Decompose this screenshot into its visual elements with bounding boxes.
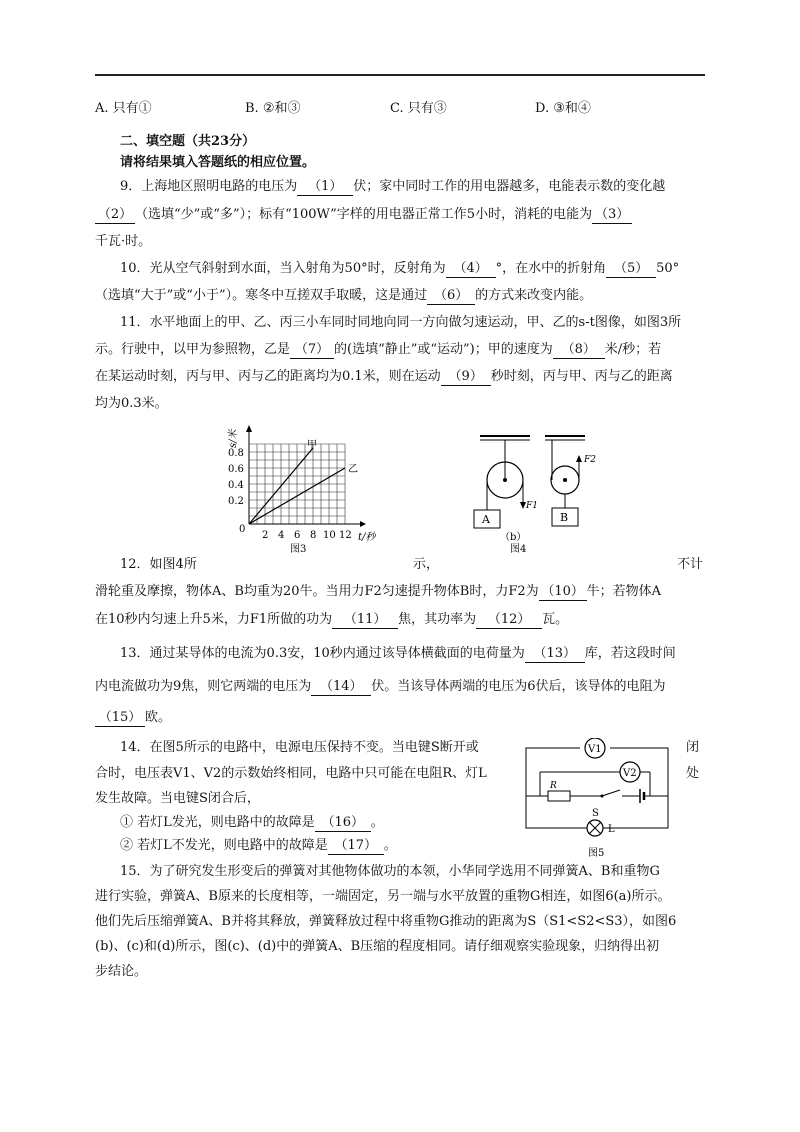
blank-7: （7） <box>290 342 334 359</box>
q14-line4: ① 若灯L发光，则电路中的故障是 （16） 。 <box>120 815 384 830</box>
q9-line1: 9．上海地区照明电路的电压为 （1） 伏；家中同时工作的用电器越多，电能表示数的变化越 <box>120 179 666 194</box>
q10-line1: 10．光从空气斜射到水面，当入射角为50°时，反射角为 （4） °，在水中的折射角 （5） 50° <box>120 261 680 276</box>
blank-4: （4） <box>446 261 496 278</box>
fig3-grid <box>249 444 345 524</box>
q15-line2: 进行实验，弹簧A、B原来的长度相等，一端固定，另一端与水平放置的重物G相连，如图6(a)所示。 <box>95 889 671 904</box>
option-a: A. 只有① <box>95 101 152 116</box>
q14-line5: ② 若灯L不发光，则电路中的故障是 （17） 。 <box>120 838 397 853</box>
q11-line2: 示。行驶中，以甲为参照物，乙是 （7） 的(选填“静止”或“运动”)；甲的速度为 （8） 米/秒；若 <box>95 342 662 357</box>
q11-line1: 11．水平地面上的甲、乙、丙三小车同时同地向同一方向做匀速运动，甲、乙的s-t图像，如图3所 <box>120 315 682 330</box>
option-b: B. ②和③ <box>245 101 301 116</box>
label-r: R <box>550 781 557 791</box>
q12-line3: 在10秒内匀速上升5米，力F1所做的功为 （11） 焦，其功率为 （12） 瓦。 <box>95 612 569 627</box>
fig3-xtick: 6 <box>294 530 301 541</box>
blank-2: （2） <box>95 207 135 224</box>
q11-line3: 在某运动时刻，丙与甲、丙与乙的距离均为0.1米，则在运动 （9） 秒时刻，丙与甲、丙与乙的距离 <box>95 369 673 384</box>
option-d: D. ③和④ <box>535 101 591 116</box>
q9-line3: 千瓦·时。 <box>95 234 152 249</box>
q14-line2-right: 处 <box>686 766 700 781</box>
figure-3-st-graph <box>220 420 395 560</box>
q15-line1: 15．为了研究发生形变后的弹簧对其他物体做功的本领，小华同学选用不同弹簧A、B和重物G <box>120 864 660 879</box>
q9-line2: （2） （选填“少”或“多”）；标有“100W”字样的用电器正常工作5小时，消耗的电能为 （3） <box>95 205 632 225</box>
blank-6: （6） <box>427 288 475 305</box>
q10-line2: （选填“大于”或“小于”）。寒冬中互搓双手取暖，这是通过 （6） 的方式来改变内能。 <box>95 288 593 303</box>
q14-line1: 14．在图5所示的电路中，电源电压保持不变。当电键S断开或 <box>120 740 479 755</box>
blank-14: （14） <box>311 679 371 696</box>
section-title: 二、填空题（共23分） <box>120 134 256 149</box>
q12-line1b: 示， <box>413 557 440 572</box>
label-v1: V1 <box>588 744 602 755</box>
fig3-ytick: 0.4 <box>228 480 244 491</box>
label-v2: V2 <box>623 768 637 779</box>
fig3-xtick: 8 <box>310 530 317 541</box>
fig3-label-yi: 乙 <box>348 464 358 475</box>
fig3-xlabel: t/秒 <box>358 532 376 543</box>
resistor-r <box>548 791 570 801</box>
q12-line1a: 12．如图4所 <box>120 557 197 572</box>
q13-line1: 13．通过某导体的电流为0.3安，10秒内通过该导体横截面的电荷量为 （13） 库，若这段时间 <box>120 646 676 661</box>
option-c: C. 只有③ <box>390 101 447 116</box>
q14-line2: 合时，电压表V1、V2的示数始终相同，电路中只可能在电阻R、灯L <box>95 766 487 781</box>
fig3-xtick: 4 <box>278 530 285 541</box>
fig3-y-arrow <box>246 425 252 432</box>
fig3-xtick: 2 <box>262 530 269 541</box>
blank-16: （16） <box>315 815 371 832</box>
q12-line2: 滑轮重及摩擦，物体A、B均重为20牛。当用力F2匀速提升物体B时，力F2为 （10） 牛；若物体A <box>95 584 662 599</box>
blank-9: （9） <box>441 369 491 386</box>
label-l: L <box>608 824 615 835</box>
fig3-ytick: 0.2 <box>228 496 244 507</box>
q15-line5: 步结论。 <box>95 964 148 979</box>
q14-line3: 发生故障。当电键S闭合后， <box>95 791 260 806</box>
label-F1: F1 <box>526 501 538 511</box>
label-s: S <box>592 808 599 819</box>
blank-3: （3） <box>592 207 632 224</box>
section-instruction: 请将结果填入答题纸的相应位置。 <box>120 155 316 170</box>
blank-11: （11） <box>332 612 398 629</box>
label-B: B <box>560 511 569 524</box>
blank-1: （1） <box>297 179 353 196</box>
q13-line2: 内电流做功为9焦，则它两端的电压为 （14） 伏。当该导体两端的电压为6伏后，该导体的电阻为 <box>95 679 666 694</box>
q12-line1c: 不计 <box>677 557 704 572</box>
label-F2: F2 <box>584 455 596 465</box>
blank-10: （10） <box>539 584 587 601</box>
fig4-sub: （b） <box>500 532 527 543</box>
fig3-ytick: 0.8 <box>228 448 244 459</box>
fig3-x-arrow <box>360 521 366 527</box>
blank-15: （15） <box>95 710 145 727</box>
fig3-origin: 0 <box>239 524 246 535</box>
blank-12: （12） <box>476 612 542 629</box>
q15-line4: (b)、(c)和(d)所示，图(c)、(d)中的弹簧A、B压缩的程度相同。请仔细观察实验现象，归纳得出初 <box>95 939 660 954</box>
figure-5-circuit <box>520 738 680 863</box>
figure-4-pulleys <box>460 432 630 557</box>
blank-13: （13） <box>525 646 585 663</box>
label-A: A <box>482 513 490 526</box>
fig3-ylabel: s/米 <box>228 429 239 448</box>
switch-s <box>602 790 620 796</box>
fig3-xtick: 10 <box>323 530 336 541</box>
q15-line3: 他们先后压缩弹簧A、B并将其释放，弹簧释放过程中将重物G推动的距离为S（S1<S2<S3），如图6 <box>95 914 677 929</box>
blank-17: （17） <box>328 838 384 855</box>
blank-5: （5） <box>606 261 656 278</box>
top-rule <box>95 74 705 76</box>
fig5-caption: 图5 <box>588 848 605 859</box>
q13-line3: （15） 欧。 <box>95 708 171 728</box>
q11-line4: 均为0.3米。 <box>95 396 168 411</box>
fig3-caption: 图3 <box>290 544 307 555</box>
fig4-caption: 图4 <box>510 544 527 555</box>
fig3-label-jia: 甲 <box>307 440 317 451</box>
q14-line1-right: 闭 <box>686 740 700 755</box>
fig3-ytick: 0.6 <box>228 464 244 475</box>
blank-8: （8） <box>553 342 605 359</box>
fig3-xtick: 12 <box>339 530 352 541</box>
